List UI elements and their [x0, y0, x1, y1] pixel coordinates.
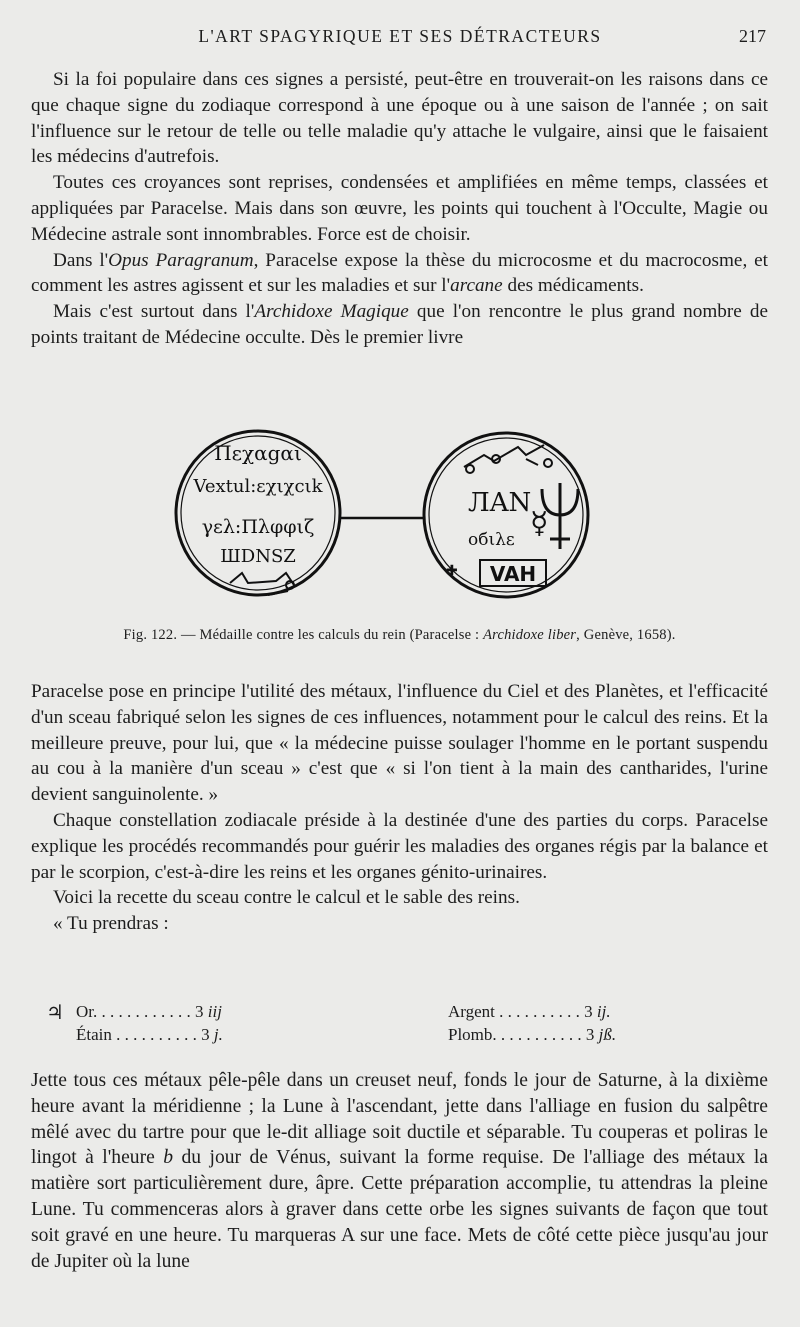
medal-figure: [170, 405, 610, 625]
text-run: du jour de Vénus, suivant la forme requise. De l'alliage des métaux la matière sort particulièrement dure, âpre. Cette préparation accomplie, tu attendras la pleine Lune. Tu commenceras alors à graver dans cette orbe les signes suivants de façon que tout soit gravé en une heure. Tu marqueras A sur une face. Mets de côté cette pièce jusqu'au jour de Jupiter où la lune: [31, 1147, 768, 1272]
text-run: Mais c'est surtout dans l': [53, 301, 255, 323]
caption-work: Archidoxe liber: [483, 627, 577, 643]
figure-caption: [31, 627, 768, 644]
left-medal: [176, 431, 340, 595]
page-header: [0, 26, 800, 56]
ingredient: Étain . . . . . . . . . . 3 j.: [76, 1025, 223, 1044]
body-text-top: [31, 67, 768, 351]
work-title: Opus Paragranum: [108, 249, 254, 271]
ingredient: Or. . . . . . . . . . . . 3 iij: [76, 1002, 222, 1021]
work-title: Archidoxe Magique: [254, 301, 409, 323]
medal-inscription: ЛAN: [468, 488, 532, 518]
paragraph-opus-paragranum: [31, 248, 768, 300]
term: arcane: [450, 275, 503, 297]
page-number: 217: [739, 26, 766, 46]
paragraph-archidoxe: [31, 299, 768, 351]
text-run: des médicaments.: [502, 275, 644, 297]
ingredient: Argent . . . . . . . . . . 3 ij.: [448, 1002, 611, 1021]
cross-icon: ✚: [446, 563, 458, 579]
text-run: que l'on rencontre le plus grand nombre de points traitant de Médecine occulte. Dès le premier livre: [31, 301, 768, 348]
medal-inscription: VAH: [489, 562, 537, 586]
paragraph: « Tu prendras :: [53, 913, 169, 935]
sigil-glyph-icon: [464, 445, 544, 467]
medal-inscription: γελ:Πλφφιζ: [201, 516, 315, 538]
paragraph: Paracelse pose en principe l'utilité des métaux, l'influence du Ciel et des Planètes, et l'efficacité d'un sceau fabriqué selon les signes de ces influences, notamment pour le calcul des reins. Et la meilleure preuve, pour lui, que « la médecine puisse soulager l'homme en le portant suspendu au cou à la manière d'un sceau » c'est que « si l'on tient à la main des cantharides, l'urine devient sanguinolente. »: [31, 681, 768, 806]
body-text-bottom: [31, 679, 768, 937]
jupiter-symbol: ♃: [46, 1002, 64, 1024]
ingredient: Plomb. . . . . . . . . . . 3 jß.: [448, 1025, 617, 1044]
text-run: b: [163, 1147, 174, 1169]
text-run: , Paracelse expose la thèse du microcosme et du macrocosme, et comment les astres agissent et sur les maladies et sur l': [31, 249, 768, 297]
medal-inscription: οбιλε: [468, 530, 515, 550]
running-title: L'ART SPAGYRIQUE ET SES DÉTRACTEURS: [198, 26, 602, 46]
mercury-icon: ☿: [530, 506, 549, 541]
medal-inscription: Πεχαgαι: [214, 441, 302, 465]
caption-text: , Genève, 1658).: [576, 627, 676, 643]
right-medal: [424, 433, 588, 597]
medal-inscription: Vextul:εχιχcιk: [193, 476, 323, 497]
paragraph: Toutes ces croyances sont reprises, condensées et amplifiées en même temps, classées et appliquées par Paracelse. Mais dans son œuvre, les points qui touchent à l'Occulte, Magie ou Médecine astrale sont innombrables. Force est de choisir.: [31, 172, 768, 245]
text-run: Jette tous ces métaux pêle-pêle dans un creuset neuf, fonds le jour de Saturne, à la dixième heure avant la méridienne ; la Lune à l'ascendant, jette dans l'alliage en fusion du salpêtre mêlé avec du tartre pour que le-dit alliage soit ductile et séparable. Tu couperas et poliras le lingot à l'heure: [31, 1070, 768, 1169]
recipe-list: [46, 1002, 748, 1048]
recipe-row: [46, 1002, 748, 1025]
paragraph: [31, 1068, 768, 1274]
paragraph: Si la foi populaire dans ces signes a persisté, peut-être en trouverait-on les raisons dans ce que chaque signe du zodiaque correspond à une époque ou à une saison de l'année ; on sait l'influence sur le retour de telle ou telle maladie qu'y attache le vulgaire, ainsi que le faisaient les médecins d'autrefois.: [31, 69, 768, 168]
body-text-end: [31, 1068, 768, 1274]
recipe-row: [58, 1025, 748, 1048]
text-run: Dans l': [53, 249, 109, 271]
paragraph: Chaque constellation zodiacale préside à la destinée d'une des parties du corps. Paracelse explique les procédés recommandés pour guérir les maladies des organes régis par la balance et par le scorpion, c'est-à-dire les reins et les organes génito-urinaires.: [31, 809, 768, 883]
caption-text: Fig. 122. — Médaille contre les calculs du rein (Paracelse :: [123, 627, 484, 643]
medal-inscription: ШDNSZ: [220, 546, 296, 567]
paragraph: Voici la recette du sceau contre le calcul et le sable des reins.: [53, 887, 520, 909]
